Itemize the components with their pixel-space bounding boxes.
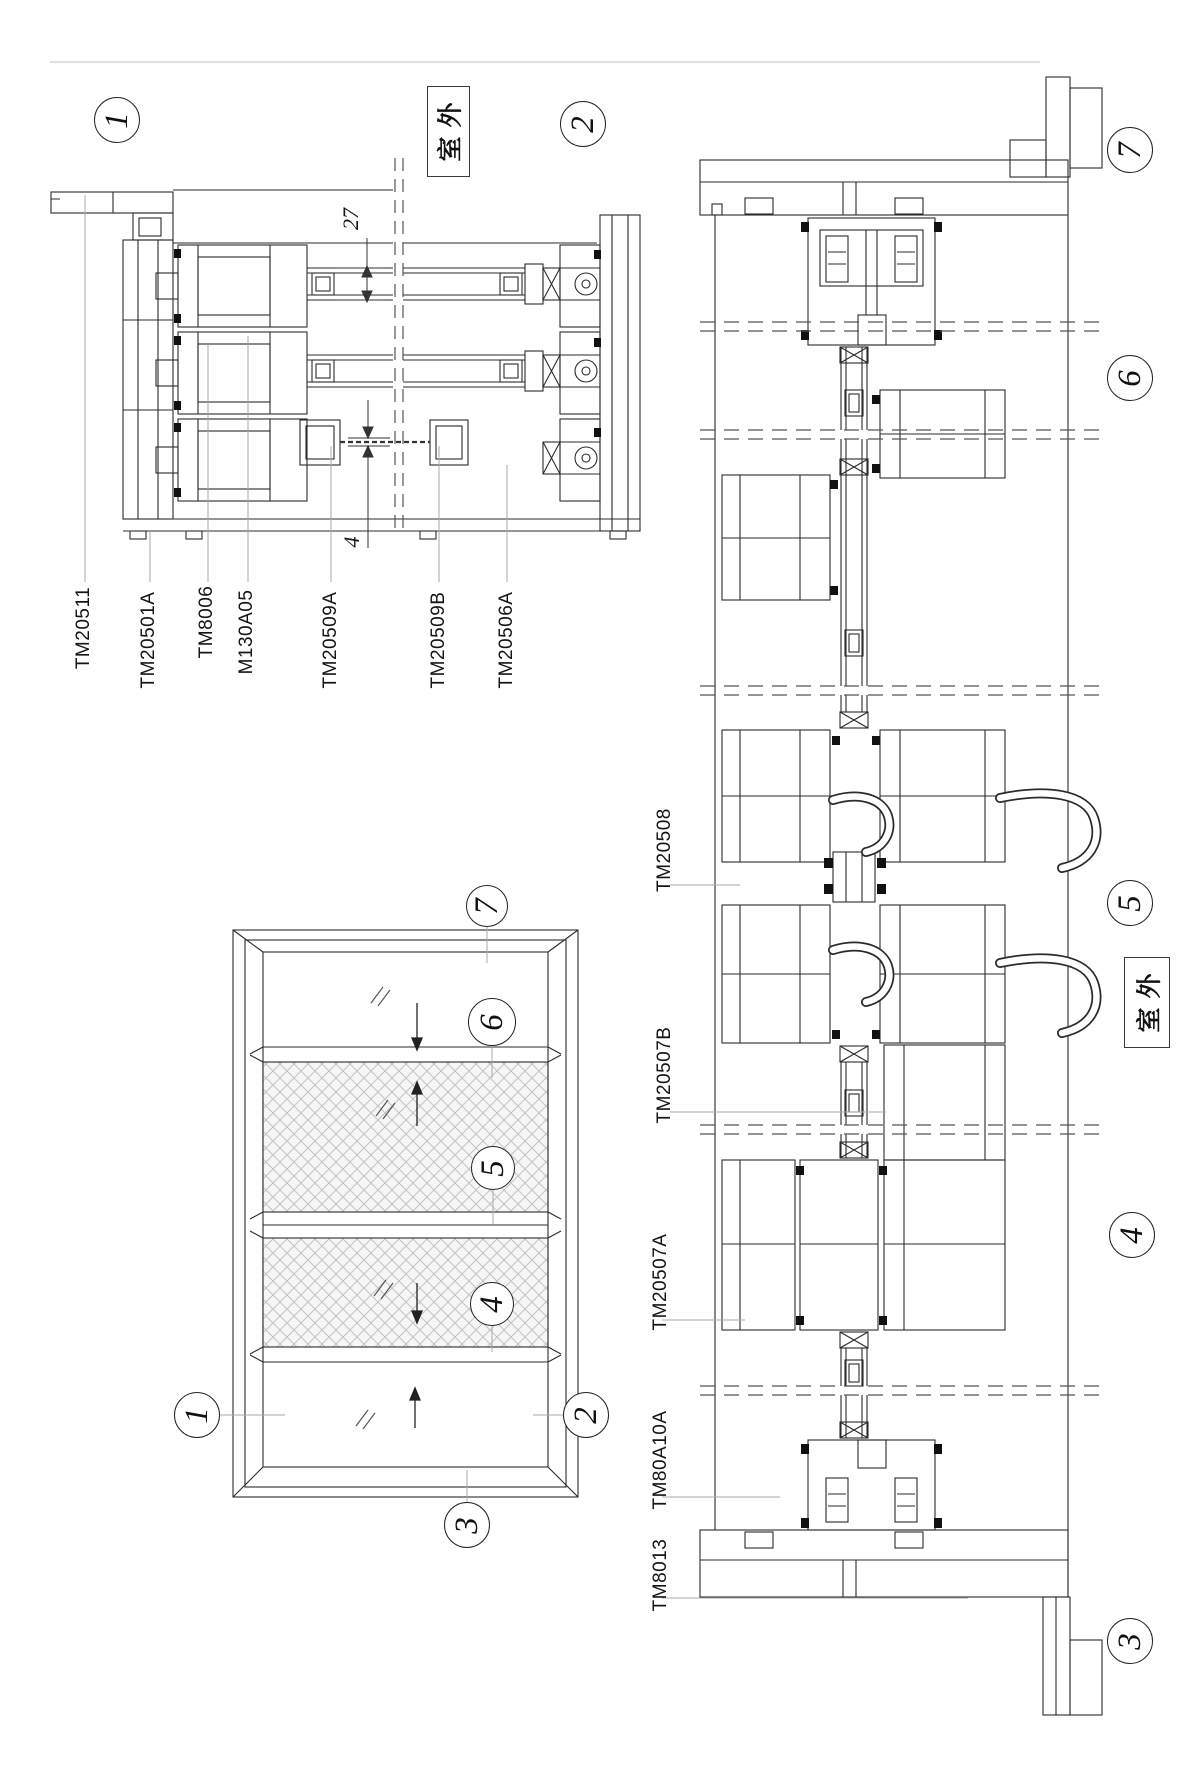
elevation-callout-3 — [444, 1502, 490, 1548]
elevation-linework — [233, 930, 578, 1497]
callout-number: 1 — [178, 1406, 215, 1424]
section-b-outdoor-box — [1124, 957, 1170, 1048]
outdoor-label: 室外 — [436, 92, 465, 162]
elevation-callout-2 — [563, 1392, 609, 1438]
section-a-callout-2 — [560, 101, 606, 147]
part-label-tm20509a: TM20509A — [320, 591, 341, 689]
part-label-m130a05: M130A05 — [236, 589, 257, 675]
section-b-callout-3 — [1107, 1618, 1153, 1664]
section-b-gaskets — [796, 222, 942, 1528]
section-b-leaders — [662, 885, 968, 1598]
elevation-callout-6 — [468, 998, 516, 1046]
section-b-callout-5 — [1107, 880, 1153, 926]
section-b-callout-6 — [1107, 355, 1153, 401]
elevation-callout-1 — [174, 1392, 220, 1438]
section-b-callout-7 — [1107, 127, 1153, 173]
dimension-27: 27 — [338, 208, 363, 230]
callout-number: 6 — [1111, 369, 1148, 387]
outdoor-label: 室外 — [1135, 963, 1164, 1033]
elevation-callout-7 — [466, 885, 508, 927]
elevation-callout-4 — [470, 1282, 514, 1326]
section-a-leaders — [85, 195, 507, 582]
dimension-4: 4 — [339, 536, 364, 548]
callout-number: 1 — [98, 111, 135, 129]
part-label-tm20507b: TM20507B — [654, 1026, 675, 1124]
section-b-callout-4 — [1109, 1212, 1155, 1258]
section-a-outdoor-box — [427, 86, 470, 177]
callout-number: 5 — [474, 1159, 511, 1177]
part-label-tm20508: TM20508 — [654, 808, 675, 892]
part-label-tm20501a: TM20501A — [138, 591, 159, 689]
callout-number: 6 — [473, 1013, 510, 1031]
elevation-callout-5 — [471, 1146, 515, 1190]
callout-number: 3 — [448, 1516, 485, 1534]
section-a-gaskets — [174, 249, 601, 497]
callout-number: 3 — [1111, 1632, 1148, 1650]
part-label-tm8006: TM8006 — [196, 585, 217, 659]
part-label-tm80a10a: TM80A10A — [650, 1410, 671, 1510]
part-label-tm20507a: TM20507A — [650, 1233, 671, 1331]
section-a-dimension-lines — [338, 238, 390, 548]
callout-number: 4 — [1113, 1226, 1150, 1244]
callout-number: 7 — [1111, 141, 1148, 159]
section-b-linework — [700, 77, 1102, 1715]
callout-number: 2 — [564, 115, 601, 133]
section-a-linework — [51, 190, 640, 539]
section-a-break-lines — [395, 158, 403, 535]
section-b-handles — [833, 793, 1096, 1033]
callout-number: 4 — [473, 1295, 510, 1313]
part-label-tm20511: TM20511 — [73, 586, 94, 670]
part-label-tm20509b: TM20509B — [428, 591, 449, 689]
part-label-tm20506a: TM20506A — [496, 591, 517, 689]
part-label-tm8013: TM8013 — [650, 1538, 671, 1612]
section-a-callout-1 — [94, 97, 140, 143]
callout-number: 7 — [468, 897, 505, 915]
callout-number: 2 — [567, 1406, 604, 1424]
callout-number: 5 — [1111, 894, 1148, 912]
